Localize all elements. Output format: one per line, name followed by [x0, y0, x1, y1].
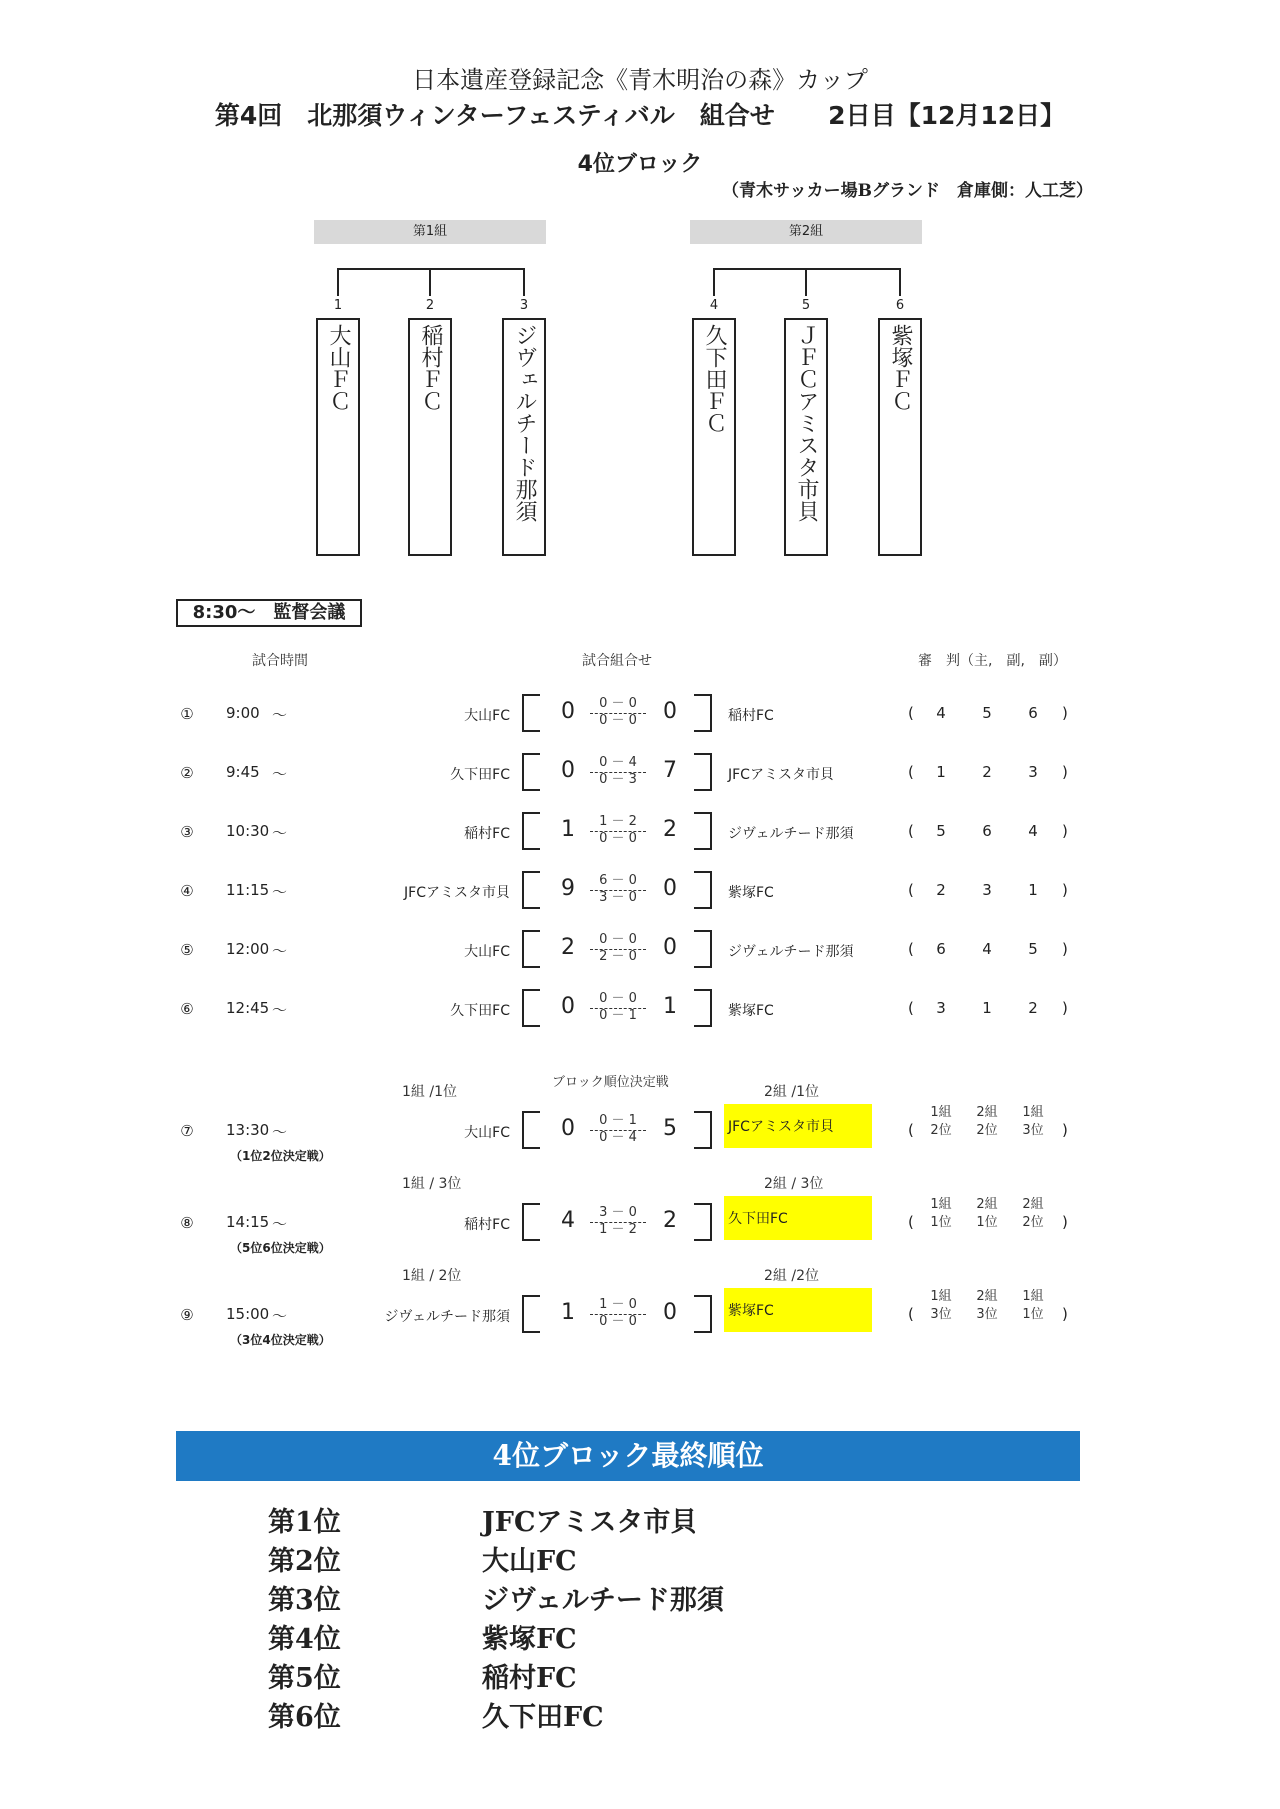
ref-close-paren: ): [1062, 822, 1068, 840]
referee-seed: [921, 1288, 961, 1324]
right-bracket: [694, 871, 712, 909]
time-tilde: ～: [272, 765, 288, 783]
away-team: ジヴェルチード那須: [728, 826, 854, 842]
match-time: 13:30: [226, 1121, 270, 1139]
ref-open-paren: (: [908, 1121, 914, 1139]
ref-close-paren: ): [1062, 1213, 1068, 1231]
referee: 3: [1028, 763, 1038, 781]
second-half-score: 2 － 0: [599, 949, 637, 964]
ranking-position: 第1位: [268, 1507, 341, 1538]
away-score: 0: [663, 935, 677, 960]
ranking-team: JFCアミスタ市貝: [482, 1507, 698, 1538]
right-bracket: [694, 989, 712, 1027]
match-number: ⑨: [180, 1306, 194, 1324]
second-half-score: 0 － 3: [599, 772, 637, 787]
referee-seed-group: 2組: [976, 1289, 998, 1304]
referee: 4: [1028, 822, 1038, 840]
away-score: 0: [663, 876, 677, 901]
referee-seed: [967, 1196, 1007, 1232]
first-half-score: 6 － 0: [599, 873, 637, 888]
referee: 3: [936, 999, 946, 1017]
ranking-team: ジヴェルチード那須: [482, 1585, 724, 1616]
referee-seed: [1013, 1196, 1053, 1232]
team-name: 久下田ＦＣ: [702, 324, 727, 434]
playoff-subtitle: （5位6位決定戦）: [230, 1241, 331, 1255]
home-team: 久下田FC: [450, 1003, 510, 1019]
away-score: 0: [663, 1300, 677, 1325]
col-matchup-header: 試合組合せ: [582, 653, 652, 669]
left-bracket: [522, 930, 540, 968]
group-1-header: 第1組: [314, 220, 546, 244]
ranking-row: [0, 1578, 1280, 1616]
ref-close-paren: ): [1062, 704, 1068, 722]
home-team: 大山FC: [464, 708, 510, 724]
referee-seed-rank: 3位: [930, 1307, 952, 1322]
home-team: ジヴェルチード那須: [384, 1309, 510, 1325]
first-half-score: 3 － 0: [599, 1205, 637, 1220]
referee-seed: [921, 1196, 961, 1232]
team-box: [316, 318, 360, 556]
home-team: JFCアミスタ市貝: [404, 885, 510, 901]
second-half-score: 1 － 2: [599, 1222, 637, 1237]
group-1-drop-3: [523, 268, 525, 296]
team-number: 1: [333, 298, 343, 313]
referee: 6: [1028, 704, 1038, 722]
referee-seed-group: 1組: [1022, 1105, 1044, 1120]
home-score: 1: [561, 1300, 575, 1325]
time-tilde: ～: [272, 883, 288, 901]
match-number: ⑦: [180, 1122, 194, 1140]
left-bracket: [522, 1295, 540, 1333]
col-referee-header: 審 判（主, 副, 副）: [918, 653, 1067, 669]
block-name: 4位ブロック: [577, 152, 703, 177]
match-number: ⑤: [180, 941, 194, 959]
ranking-team: 稲村FC: [482, 1663, 577, 1694]
group-2-drop-2: [805, 268, 807, 296]
away-seed: 2組 / 3位: [764, 1176, 824, 1192]
ranking-position: 第5位: [268, 1663, 341, 1694]
referee: 4: [982, 940, 992, 958]
match-row: [0, 1084, 1280, 1163]
home-team: 稲村FC: [464, 1217, 510, 1233]
meeting-box: 8:30～ 監督会議: [176, 599, 362, 627]
team-name: 紫塚ＦＣ: [888, 324, 913, 412]
match-row: [0, 989, 1280, 1029]
right-bracket: [694, 1203, 712, 1241]
referee-seed: [1013, 1104, 1053, 1140]
team-box: [692, 318, 736, 556]
home-team: 大山FC: [464, 944, 510, 960]
away-score: 7: [663, 758, 677, 783]
referee: 6: [982, 822, 992, 840]
ref-open-paren: (: [908, 763, 914, 781]
ranking-team: 大山FC: [482, 1546, 577, 1577]
away-team: ジヴェルチード那須: [728, 944, 854, 960]
right-bracket: [694, 1295, 712, 1333]
home-team: 稲村FC: [464, 826, 510, 842]
referee-seed-group: 1組: [1022, 1289, 1044, 1304]
team-name: ジヴェルチード那須: [512, 324, 537, 522]
ref-open-paren: (: [908, 940, 914, 958]
first-half-score: 0 － 1: [599, 1113, 637, 1128]
referee: 6: [936, 940, 946, 958]
referee-seed-rank: 3位: [1022, 1123, 1044, 1138]
match-row: [0, 694, 1280, 734]
referee-seed-rank: 1位: [976, 1215, 998, 1230]
match-time: 12:00: [226, 940, 270, 958]
away-score: 1: [663, 994, 677, 1019]
match-time: 9:45: [226, 763, 260, 781]
time-tilde: ～: [272, 706, 288, 724]
ranking-position: 第3位: [268, 1585, 341, 1616]
referee-seed-rank: 1位: [930, 1215, 952, 1230]
referee-seed-group: 1組: [930, 1197, 952, 1212]
group-2-connector: [713, 268, 901, 270]
playoff-subtitle: （1位2位決定戦）: [230, 1149, 331, 1163]
referee-seed-group: 2組: [1022, 1197, 1044, 1212]
referee-seed-rank: 2位: [930, 1123, 952, 1138]
first-half-score: 0 － 0: [599, 696, 637, 711]
group-1-connector: [337, 268, 525, 270]
away-team: 紫塚FC: [728, 885, 774, 901]
ref-open-paren: (: [908, 822, 914, 840]
ranking-row: [0, 1539, 1280, 1577]
match-time: 9:00: [226, 704, 260, 722]
match-number: ②: [180, 764, 194, 782]
match-number: ①: [180, 705, 194, 723]
team-number: 5: [801, 298, 811, 313]
second-half-score: 0 － 1: [599, 1008, 637, 1023]
ref-open-paren: (: [908, 1213, 914, 1231]
ranking-row: [0, 1617, 1280, 1655]
ref-open-paren: (: [908, 881, 914, 899]
event-day: 2日目【12月12日】: [828, 101, 1066, 130]
ref-open-paren: (: [908, 1305, 914, 1323]
home-team: 久下田FC: [450, 767, 510, 783]
match-row: [0, 1176, 1280, 1255]
time-tilde: ～: [272, 1001, 288, 1019]
left-bracket: [522, 989, 540, 1027]
ref-close-paren: ): [1062, 881, 1068, 899]
referee: 2: [1028, 999, 1038, 1017]
group-2-drop-1: [713, 268, 715, 296]
team-number: 4: [709, 298, 719, 313]
match-number: ⑥: [180, 1000, 194, 1018]
ref-close-paren: ): [1062, 1305, 1068, 1323]
away-team: 稲村FC: [728, 708, 774, 724]
referee-seed-group: 2組: [976, 1197, 998, 1212]
ranking-row: [0, 1500, 1280, 1538]
team-name: 稲村ＦＣ: [418, 324, 443, 412]
second-half-score: 0 － 0: [599, 1314, 637, 1329]
referee-seed: [921, 1104, 961, 1140]
away-team: 紫塚FC: [724, 1288, 872, 1332]
team-box: [784, 318, 828, 556]
away-team: JFCアミスタ市貝: [728, 767, 834, 783]
time-tilde: ～: [272, 1307, 288, 1325]
team-box: [408, 318, 452, 556]
first-half-score: 0 － 4: [599, 755, 637, 770]
referee-seed-rank: 2位: [1022, 1215, 1044, 1230]
referee: 2: [982, 763, 992, 781]
referee-seed-rank: 2位: [976, 1123, 998, 1138]
away-score: 0: [663, 699, 677, 724]
team-box: [502, 318, 546, 556]
referee-seed-group: 1組: [930, 1289, 952, 1304]
referee: 1: [982, 999, 992, 1017]
left-bracket: [522, 1111, 540, 1149]
home-score: 0: [561, 994, 575, 1019]
right-bracket: [694, 812, 712, 850]
ref-close-paren: ): [1062, 763, 1068, 781]
referee-seed-rank: 1位: [1022, 1307, 1044, 1322]
team-box: [878, 318, 922, 556]
first-half-score: 0 － 0: [599, 991, 637, 1006]
team-number: 3: [519, 298, 529, 313]
left-bracket: [522, 871, 540, 909]
left-bracket: [522, 694, 540, 732]
match-row: [0, 812, 1280, 852]
ranking-position: 第6位: [268, 1702, 341, 1733]
ref-close-paren: ): [1062, 1121, 1068, 1139]
playoff-title: ブロック順位決定戦: [552, 1075, 669, 1090]
away-seed: 2組 /2位: [764, 1268, 819, 1284]
home-score: 2: [561, 935, 575, 960]
first-half-score: 1 － 0: [599, 1297, 637, 1312]
team-name: ＪＦＣアミスタ市貝: [794, 324, 819, 522]
referee: 5: [982, 704, 992, 722]
ranking-row: [0, 1695, 1280, 1733]
referee-seed: [1013, 1288, 1053, 1324]
ranking-team: 久下田FC: [482, 1702, 604, 1733]
home-score: 4: [561, 1208, 575, 1233]
event-title: [0, 96, 1280, 132]
home-score: 0: [561, 699, 575, 724]
group-2-header: 第2組: [690, 220, 922, 244]
match-time: 12:45: [226, 999, 270, 1017]
second-half-score: 3 － 0: [599, 890, 637, 905]
time-tilde: ～: [272, 824, 288, 842]
right-bracket: [694, 753, 712, 791]
away-score: 2: [663, 817, 677, 842]
home-seed: 1組 / 2位: [402, 1268, 462, 1284]
away-team: JFCアミスタ市貝: [724, 1104, 872, 1148]
right-bracket: [694, 694, 712, 732]
match-row: [0, 930, 1280, 970]
right-bracket: [694, 930, 712, 968]
second-half-score: 0 － 0: [599, 713, 637, 728]
match-number: ③: [180, 823, 194, 841]
home-seed: 1組 / 3位: [402, 1176, 462, 1192]
event-title-text: 第4回 北那須ウィンターフェスティバル 組合せ: [214, 101, 775, 130]
ref-open-paren: (: [908, 704, 914, 722]
ref-close-paren: ): [1062, 940, 1068, 958]
ref-close-paren: ): [1062, 999, 1068, 1017]
ref-open-paren: (: [908, 999, 914, 1017]
ranking-position: 第2位: [268, 1546, 341, 1577]
time-tilde: ～: [272, 942, 288, 960]
col-time-header: 試合時間: [252, 653, 308, 669]
home-score: 0: [561, 758, 575, 783]
ranking-position: 第4位: [268, 1624, 341, 1655]
left-bracket: [522, 812, 540, 850]
home-team: 大山FC: [464, 1125, 510, 1141]
away-team: 久下田FC: [724, 1196, 872, 1240]
referee: 4: [936, 704, 946, 722]
home-score: 9: [561, 876, 575, 901]
event-subtitle: 日本遺産登録記念《青木明治の森》カップ: [412, 66, 868, 94]
away-seed: 2組 /1位: [764, 1084, 819, 1100]
match-number: ⑧: [180, 1214, 194, 1232]
right-bracket: [694, 1111, 712, 1149]
match-row: [0, 871, 1280, 911]
group-1-drop-2: [429, 268, 431, 296]
match-row: [0, 753, 1280, 793]
referee-seed: [967, 1104, 1007, 1140]
ranking-team: 紫塚FC: [482, 1624, 577, 1655]
match-time: 14:15: [226, 1213, 270, 1231]
away-team: 紫塚FC: [728, 1003, 774, 1019]
team-number: 2: [425, 298, 435, 313]
first-half-score: 0 － 0: [599, 932, 637, 947]
second-half-score: 0 － 0: [599, 831, 637, 846]
ranking-row: [0, 1656, 1280, 1694]
match-time: 11:15: [226, 881, 270, 899]
first-half-score: 1 － 2: [599, 814, 637, 829]
home-score: 0: [561, 1116, 575, 1141]
referee-seed: [967, 1288, 1007, 1324]
referee: 5: [1028, 940, 1038, 958]
referee-seed-rank: 3位: [976, 1307, 998, 1322]
left-bracket: [522, 753, 540, 791]
final-standings-banner: 4位ブロック最終順位: [176, 1431, 1080, 1481]
referee: 5: [936, 822, 946, 840]
time-tilde: ～: [272, 1215, 288, 1233]
venue: （青木サッカー場Bグランド 倉庫側：人工芝）: [722, 181, 1094, 201]
match-time: 10:30: [226, 822, 270, 840]
left-bracket: [522, 1203, 540, 1241]
away-score: 5: [663, 1116, 677, 1141]
second-half-score: 0 － 4: [599, 1130, 637, 1145]
group-2-drop-3: [899, 268, 901, 296]
referee-seed-group: 1組: [930, 1105, 952, 1120]
referee: 1: [1028, 881, 1038, 899]
match-number: ④: [180, 882, 194, 900]
away-score: 2: [663, 1208, 677, 1233]
playoff-subtitle: （3位4位決定戦）: [230, 1333, 331, 1347]
referee: 3: [982, 881, 992, 899]
referee: 2: [936, 881, 946, 899]
referee-seed-group: 2組: [976, 1105, 998, 1120]
referee: 1: [936, 763, 946, 781]
time-tilde: ～: [272, 1123, 288, 1141]
home-score: 1: [561, 817, 575, 842]
match-time: 15:00: [226, 1305, 270, 1323]
group-1-drop-1: [337, 268, 339, 296]
team-number: 6: [895, 298, 905, 313]
team-name: 大山ＦＣ: [326, 324, 351, 412]
home-seed: 1組 /1位: [402, 1084, 457, 1100]
match-row: [0, 1268, 1280, 1347]
